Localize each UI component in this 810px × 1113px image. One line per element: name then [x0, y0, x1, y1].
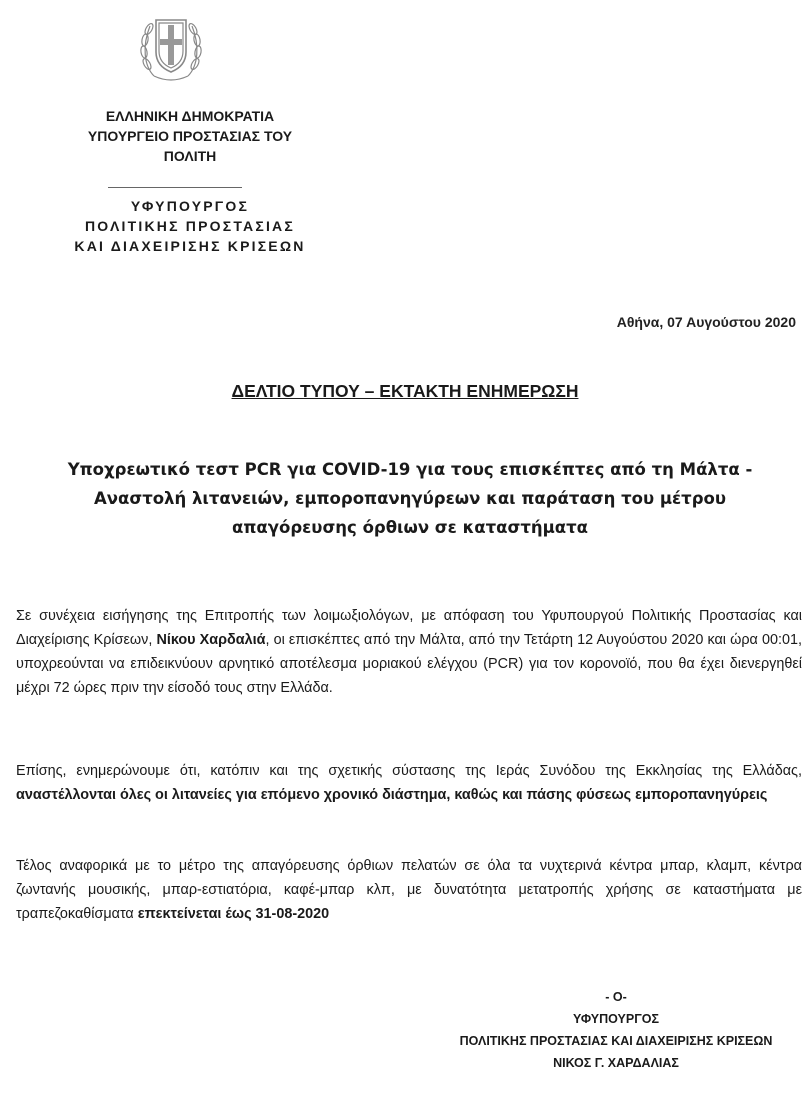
text-run: Επίσης, ενημερώνουμε ότι, κατόπιν και της σχετικής σύστασης της Ιεράς Συνόδου της Εκκλησίας της Ελλάδας,: [16, 763, 802, 779]
paragraph-malta-pcr: [16, 604, 802, 700]
extension-date: επεκτείνεται έως 31-08-2020: [137, 906, 330, 922]
signature-mark: - Ο-: [605, 990, 627, 1004]
minister-name: Νίκου Χαρδαλιά: [156, 632, 266, 648]
text-run: , οι επισκέπτες από την Μάλτα, από την Τετάρτη 12 Αυγούστου 2020 και ώρα 00:01, υποχρεούνται να επιδεικνύουν αρνητικό αποτέλεσμα μοριακού ελέγχου (PCR) για τον κορονοϊό, που θα έχει διενεργηθεί μέχρι 72 ώρες πριν την είσοδό τους στην Ελλάδα.: [16, 632, 802, 696]
header-line: ΚΑΙ ΔΙΑΧΕΙΡΙΣΗΣ ΚΡΙΣΕΩΝ: [74, 238, 306, 254]
signature-name: ΝΙΚΟΣ Γ. ΧΑΡΔΑΛΙΑΣ: [553, 1056, 679, 1070]
coat-of-arms-emblem: [138, 6, 204, 86]
document-title-text: ΔΕΛΤΙΟ ΤΥΠΟΥ – ΕΚΤΑΚΤΗ ΕΝΗΜΕΡΩΣΗ: [231, 381, 579, 401]
header-line: ΠΟΛΙΤΗ: [163, 148, 217, 164]
subject-line: απαγόρευσης όρθιων σε καταστήματα: [232, 518, 588, 537]
document-date: Αθήνα, 07 Αυγούστου 2020: [616, 314, 796, 330]
paragraph-standing-ban: [16, 854, 802, 926]
signature-dept: ΠΟΛΙΤΙΚΗΣ ΠΡΟΣΤΑΣΙΑΣ ΚΑΙ ΔΙΑΧΕΙΡΙΣΗΣ ΚΡΙΣΕΩΝ: [459, 1034, 773, 1048]
organization-header: [40, 106, 340, 166]
department-header: [40, 196, 340, 256]
document-title: [0, 381, 810, 402]
header-divider: [108, 187, 242, 188]
paragraph-litanies: [16, 759, 802, 807]
subject-line: Αναστολή λιτανειών, εμποροπανηγύρεων και παράταση του μέτρου: [94, 489, 726, 508]
header-line: ΥΠΟΥΡΓΕΙΟ ΠΡΟΣΤΑΣΙΑΣ ΤΟΥ: [87, 128, 293, 144]
text-run: Τέλος αναφορικά με το μέτρο της απαγόρευσης όρθιων πελατών σε όλα τα νυχτερινά κέντρα μπαρ, κλαμπ, κέντρα ζωντανής μουσικής, μπαρ-εστιατόρια, καφέ-μπαρ κλπ, με δυνατότητα μετατροπής χρήσης σε καταστήματα με τραπεζοκαθίσματα: [16, 858, 802, 922]
subject-line: Υποχρεωτικό τεστ PCR για COVID-19 για τους επισκέπτες από τη Μάλτα -: [67, 460, 753, 479]
header-line: ΠΟΛΙΤΙΚΗΣ ΠΡΟΣΤΑΣΙΑΣ: [85, 218, 295, 234]
signature-block: [426, 986, 806, 1074]
header-line: ΕΛΛΗΝΙΚΗ ΔΗΜΟΚΡΑΤΙΑ: [105, 108, 275, 124]
header-line: ΥΦΥΠΟΥΡΓΟΣ: [130, 198, 250, 214]
text-run: Σε συνέχεια εισήγησης της Επιτροπής των λοιμωξιολόγων, με απόφαση του Υφυπουργού Πολιτικής Προστασίας και Διαχείρισης Κρίσεων,: [16, 608, 802, 648]
bold-text-run: αναστέλλονται όλες οι λιτανείες για επόμενο χρονικό διάστημα, καθώς και πάσης φύσεως εμποροπανηγύρεις: [16, 787, 768, 803]
press-release-subject: [40, 455, 780, 542]
signature-role: ΥΦΥΠΟΥΡΓΟΣ: [573, 1012, 659, 1026]
